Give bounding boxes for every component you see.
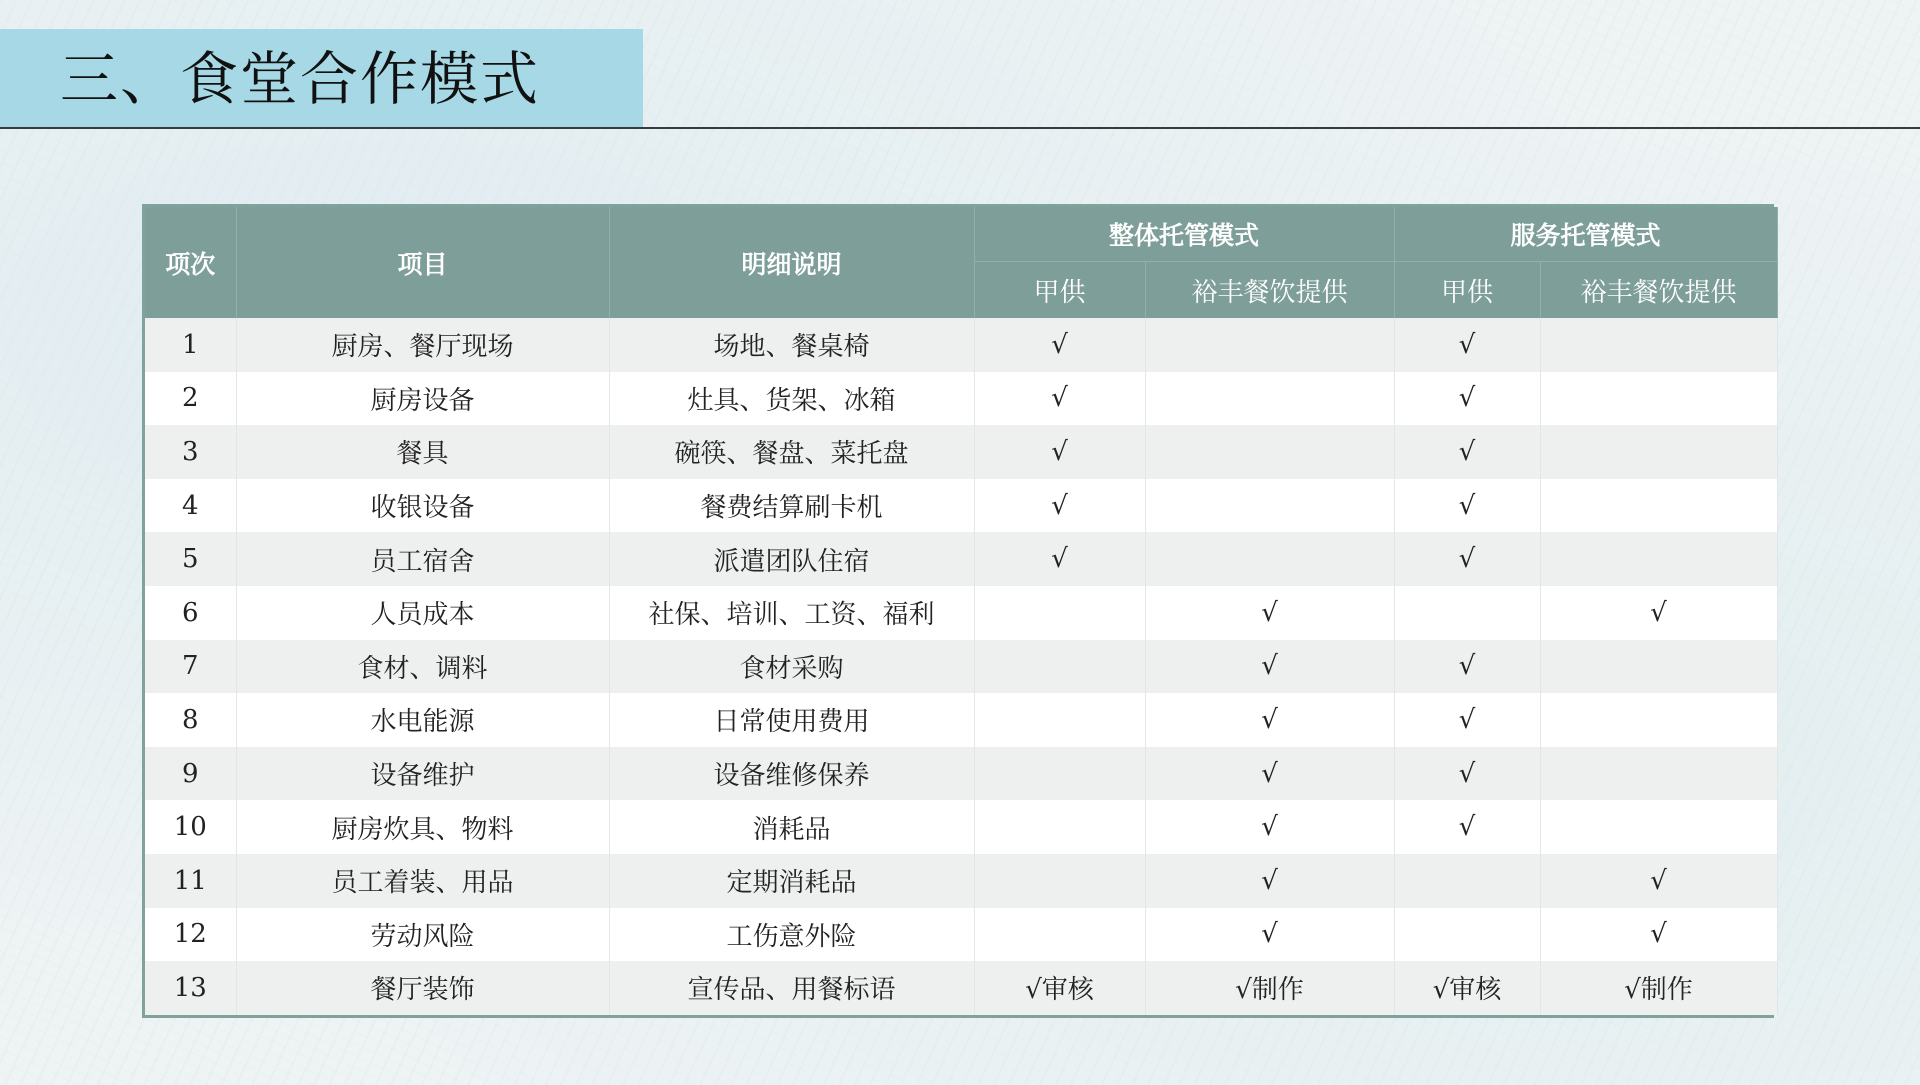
cell-c4: √ (1540, 586, 1777, 640)
cell-c2: √ (1145, 908, 1394, 962)
cell-item: 食材、调料 (236, 640, 609, 694)
cell-c2: √ (1145, 640, 1394, 694)
cell-detail: 工伤意外险 (609, 908, 974, 962)
cell-c4 (1540, 425, 1777, 479)
cell-item: 厨房炊具、物料 (236, 800, 609, 854)
table-row (145, 318, 1777, 372)
cell-c4 (1540, 640, 1777, 694)
cell-no: 5 (145, 532, 236, 586)
cell-c4: √制作 (1540, 961, 1777, 1015)
cell-item: 水电能源 (236, 693, 609, 747)
cell-detail: 食材采购 (609, 640, 974, 694)
cell-item: 餐具 (236, 425, 609, 479)
cell-c2 (1145, 372, 1394, 426)
cell-c1: √ (974, 479, 1145, 533)
cell-detail: 灶具、货架、冰箱 (609, 372, 974, 426)
cell-c3: √ (1394, 372, 1540, 426)
cell-c3: √ (1394, 318, 1540, 372)
cell-c1: √审核 (974, 961, 1145, 1015)
cell-no: 11 (145, 854, 236, 908)
header-group-full-management: 整体托管模式 (974, 207, 1394, 262)
cell-no: 13 (145, 961, 236, 1015)
cell-c1 (974, 800, 1145, 854)
cell-c2 (1145, 318, 1394, 372)
cooperation-mode-table (142, 204, 1774, 1018)
table-row (145, 908, 1777, 962)
cell-detail: 宣传品、用餐标语 (609, 961, 974, 1015)
header-sub-4: 裕丰餐饮提供 (1540, 262, 1777, 319)
cell-c4 (1540, 800, 1777, 854)
cell-c1: √ (974, 372, 1145, 426)
cell-item: 厨房、餐厅现场 (236, 318, 609, 372)
cell-c1 (974, 747, 1145, 801)
cell-item: 员工着装、用品 (236, 854, 609, 908)
cell-c3: √ (1394, 800, 1540, 854)
page-title: 三、食堂合作模式 (60, 45, 541, 113)
table-row (145, 372, 1777, 426)
cell-c1: √ (974, 318, 1145, 372)
cell-c2 (1145, 425, 1394, 479)
cell-detail: 日常使用费用 (609, 693, 974, 747)
cell-no: 9 (145, 747, 236, 801)
cell-c3: √ (1394, 640, 1540, 694)
cell-detail: 社保、培训、工资、福利 (609, 586, 974, 640)
cell-no: 2 (145, 372, 236, 426)
cell-c2: √ (1145, 854, 1394, 908)
table-row (145, 800, 1777, 854)
cell-c2: √ (1145, 800, 1394, 854)
cell-c2 (1145, 479, 1394, 533)
cell-c3 (1394, 854, 1540, 908)
cell-c2 (1145, 532, 1394, 586)
cell-no: 6 (145, 586, 236, 640)
cell-c1 (974, 693, 1145, 747)
cell-c2: √ (1145, 747, 1394, 801)
table-row (145, 693, 1777, 747)
cell-item: 员工宿舍 (236, 532, 609, 586)
table-row (145, 640, 1777, 694)
header-item: 项目 (236, 207, 609, 318)
cell-c3: √ (1394, 747, 1540, 801)
header-index: 项次 (145, 207, 236, 318)
table (145, 207, 1778, 1015)
cell-detail: 派遣团队住宿 (609, 532, 974, 586)
cell-c3 (1394, 586, 1540, 640)
cell-item: 厨房设备 (236, 372, 609, 426)
cell-c3: √ (1394, 532, 1540, 586)
cell-no: 4 (145, 479, 236, 533)
cell-detail: 消耗品 (609, 800, 974, 854)
table-row (145, 425, 1777, 479)
table-row (145, 854, 1777, 908)
header-detail: 明细说明 (609, 207, 974, 318)
table-row (145, 532, 1777, 586)
cell-c3: √ (1394, 693, 1540, 747)
cell-c3: √ (1394, 479, 1540, 533)
cell-c1 (974, 908, 1145, 962)
cell-c4 (1540, 747, 1777, 801)
cell-c1: √ (974, 532, 1145, 586)
cell-c3: √审核 (1394, 961, 1540, 1015)
cell-c1 (974, 640, 1145, 694)
cell-item: 劳动风险 (236, 908, 609, 962)
cell-detail: 碗筷、餐盘、菜托盘 (609, 425, 974, 479)
cell-item: 餐厅装饰 (236, 961, 609, 1015)
cell-c4 (1540, 532, 1777, 586)
cell-detail: 场地、餐桌椅 (609, 318, 974, 372)
table-row (145, 747, 1777, 801)
cell-item: 设备维护 (236, 747, 609, 801)
cell-item: 人员成本 (236, 586, 609, 640)
header-sub-3: 甲供 (1394, 262, 1540, 319)
cell-detail: 餐费结算刷卡机 (609, 479, 974, 533)
cell-no: 7 (145, 640, 236, 694)
cell-c4 (1540, 479, 1777, 533)
cell-c2: √ (1145, 693, 1394, 747)
cell-c3 (1394, 908, 1540, 962)
cell-item: 收银设备 (236, 479, 609, 533)
title-divider (0, 127, 1920, 129)
cell-c2: √制作 (1145, 961, 1394, 1015)
cell-detail: 设备维修保养 (609, 747, 974, 801)
table-row (145, 479, 1777, 533)
cell-c4 (1540, 693, 1777, 747)
cell-c4: √ (1540, 854, 1777, 908)
table-row (145, 586, 1777, 640)
cell-c1: √ (974, 425, 1145, 479)
cell-c1 (974, 854, 1145, 908)
cell-c4 (1540, 372, 1777, 426)
cell-c2: √ (1145, 586, 1394, 640)
cell-c4 (1540, 318, 1777, 372)
header-sub-1: 甲供 (974, 262, 1145, 319)
cell-no: 1 (145, 318, 236, 372)
cell-c1 (974, 586, 1145, 640)
cell-no: 8 (145, 693, 236, 747)
cell-no: 12 (145, 908, 236, 962)
cell-c3: √ (1394, 425, 1540, 479)
header-sub-2: 裕丰餐饮提供 (1145, 262, 1394, 319)
table-row (145, 961, 1777, 1015)
cell-no: 10 (145, 800, 236, 854)
header-row-top (145, 207, 1777, 262)
cell-c4: √ (1540, 908, 1777, 962)
header-group-service-management: 服务托管模式 (1394, 207, 1777, 262)
cell-no: 3 (145, 425, 236, 479)
cell-detail: 定期消耗品 (609, 854, 974, 908)
